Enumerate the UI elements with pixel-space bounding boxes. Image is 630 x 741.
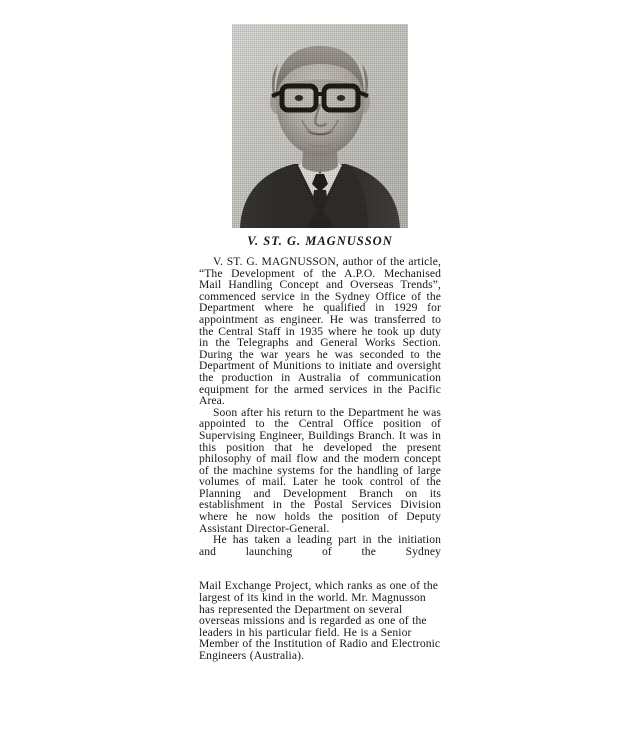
paragraph: V. ST. G. MAGNUSSON, author of the article, “The Development of the A.P.O. Mechanised Mail Handling Concept and Overseas Trends”, commenced service in the Sydney Office of the Department where he qualified in 1929 for appointment as engineer. He was transferred to the Central Staff in 1935 where he took up duty in the Telegraphs and General Works Section. During the war years he was seconded to the Department of Munitions to initiate and oversight the production in Australia of communication equipment for the armed services in the Pacific Area. bbox=[199, 255, 441, 408]
paragraph: Mail Exchange Project, which ranks as one of the largest of its kind in the world. Mr. Magnusson has represented the Department on several overseas missions and is regarded as one of the leaders in his particular field. He is a Senior Member of the Institution of Radio and Electronic Engineers (Australia). bbox=[199, 579, 441, 662]
portrait-photo bbox=[232, 24, 408, 228]
photo-frame bbox=[232, 24, 408, 228]
paragraph: Soon after his return to the Department he was appointed to the Central Office position of Supervising Engineer, Buildings Branch. It was in this position that he developed the present philosophy of mail flow and the modern concept of the machine systems for the handling of large volumes of mail. Later he took control of the Planning and Development Branch on its establishment in the Postal Services Division where he now holds the position of Deputy Assistant Director-General. bbox=[199, 405, 441, 535]
photo-caption: V. ST. G. MAGNUSSON bbox=[247, 234, 393, 248]
paragraph: He has taken a leading part in the initiation and launching of the Sydney bbox=[199, 533, 441, 558]
portrait-illustration bbox=[232, 24, 408, 228]
article-text-column bbox=[199, 256, 441, 662]
